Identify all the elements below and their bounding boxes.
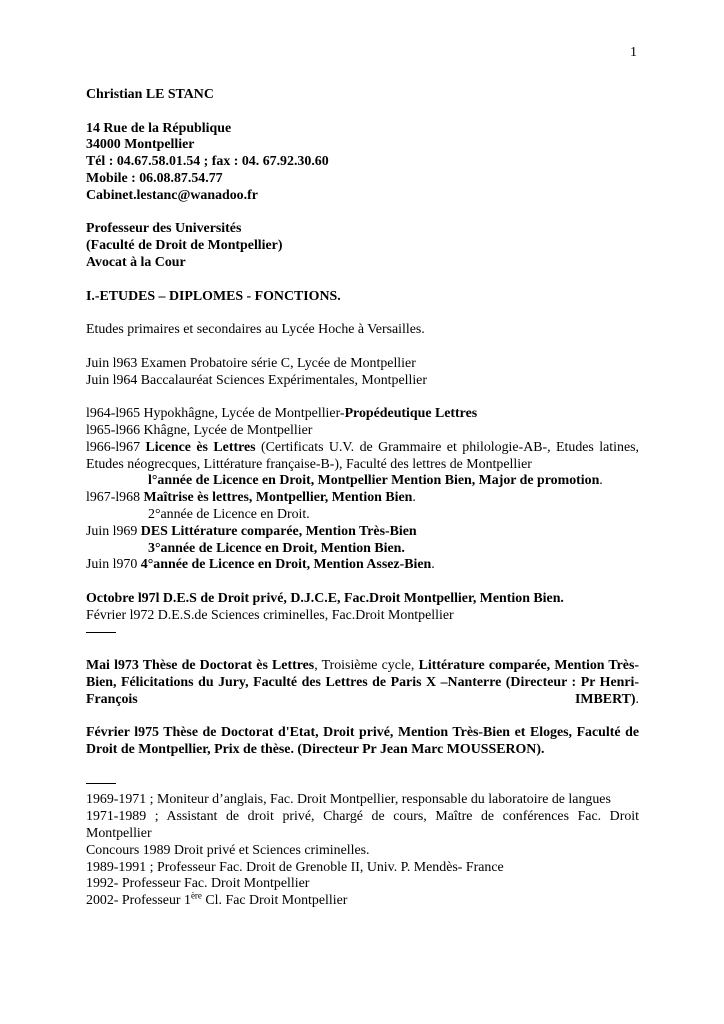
entry-1964: [86, 406, 639, 423]
title-professor: Professeur des Universités: [86, 221, 242, 237]
thesis-1975: [86, 725, 639, 759]
thesis-1973-end: .: [635, 691, 639, 707]
section-heading: I.-ETUDES – DIPLOMES - FONCTIONS.: [86, 288, 341, 304]
entry-1967: [86, 490, 639, 507]
entry-1969-law: 3°année de Licence en Droit, Mention Bien.: [148, 540, 405, 556]
career-2002: [86, 890, 639, 910]
entry-1967-year: l967-l968: [86, 490, 144, 506]
entry-1966-details: (Certificats U.V. de Grammaire et philologie-AB-, Etudes latines, Etudes néogrecques, Littérature française-B-), Faculté des lettres de Montpellier: [86, 439, 639, 472]
career-concours: Concours 1989 Droit privé et Sciences criminelles.: [86, 842, 370, 858]
career-1992: 1992- Professeur Fac. Droit Montpellier: [86, 876, 310, 892]
entry-1969: [86, 524, 639, 541]
phone-fax: Tél : 04.67.58.01.54 ; fax : 04. 67.92.30.60: [86, 154, 329, 170]
thesis-1973-details: Littérature comparée, Mention Très-Bien, Félicitations du Jury, Faculté des Lettres de Paris X –Nanterre (Directeur : Pr Henri-François IMBERT): [86, 658, 640, 707]
career-1969: 1969-1971 ; Moniteur d’anglais, Fac. Droit Montpellier, responsable du laboratoire de langues: [86, 792, 611, 808]
career-2002-sup: ère: [190, 890, 202, 901]
thesis-1975-title: Février l975 Thèse de Doctorat d'Etat, Droit privé: [86, 725, 390, 741]
career-1989: 1989-1991 ; Professeur Fac. Droit de Grenoble II, Univ. P. Mendès- France: [86, 859, 504, 875]
entry-1969-bold: DES Littérature comparée, Mention Très-Bien: [140, 523, 417, 539]
exam-1964: Juin l964 Baccalauréat Sciences Expérimentales, Montpellier: [86, 372, 427, 388]
separator-rule-1: [86, 632, 116, 633]
entry-1966-law: [86, 473, 639, 490]
title-lawyer: Avocat à la Cour: [86, 254, 186, 270]
entry-1970: [86, 557, 639, 574]
entry-1970-end: .: [431, 557, 435, 573]
entry-1966-bold: Licence ès Lettres: [145, 439, 256, 455]
thesis-1973-title: Mai l973 Thèse de Doctorat ès Lettres: [86, 658, 315, 674]
contact-block: [86, 121, 639, 205]
entry-1970-year: Juin l970: [86, 557, 141, 573]
entry-1971: Octobre l97l D.E.S de Droit privé, D.J.C.E, Fac.Droit Montpellier, Mention Bien.: [86, 590, 564, 606]
entry-1967-end: .: [412, 490, 416, 506]
page-number: 1: [630, 45, 637, 60]
entry-1967-bold: Maîtrise ès lettres, Montpellier, Mention Bien: [143, 490, 413, 506]
exam-1963: Juin l963 Examen Probatoire série C, Lycée de Montpellier: [86, 355, 416, 371]
separator-rule-2: [86, 783, 116, 784]
entry-1967-law: 2°année de Licence en Droit.: [148, 506, 310, 522]
thesis-1973-cycle: , Troisième cycle,: [314, 658, 419, 674]
entry-1965: l965-l966 Khâgne, Lycée de Montpellier: [86, 422, 313, 438]
entry-1964-bold: Propédeutique Lettres: [344, 406, 478, 422]
cv-content: [86, 87, 639, 910]
thesis-1975-details: Mention Très-Bien et Eloges, Faculté de Droit de Montpellier, Prix de thèse. (Directeur Pr Jean Marc MOUSSERON).: [86, 725, 639, 758]
title-faculty: (Faculté de Droit de Montpellier): [86, 238, 283, 254]
address-line-1: 14 Rue de la République: [86, 120, 232, 136]
entry-1972: Février l972 D.E.S.de Sciences criminelles, Fac.Droit Montpellier: [86, 607, 454, 623]
entry-1966: [86, 440, 639, 474]
entry-1966-law-bold: l°année de Licence en Droit, Montpellier Mention Bien, Major de promotion: [148, 473, 600, 489]
titles-block: [86, 221, 639, 271]
mobile-phone: Mobile : 06.08.87.54.77: [86, 170, 223, 186]
separator-1: [86, 625, 639, 642]
entry-1964-text: l964-l965 Hypokhâgne, Lycée de Montpellier-: [86, 406, 345, 422]
separator-2: [86, 776, 639, 793]
thesis-1973: [86, 658, 639, 708]
email-address: Cabinet.lestanc@wanadoo.fr: [86, 187, 258, 203]
entry-1966-year: l966-l967: [86, 439, 146, 455]
career-2002-b: Cl. Fac Droit Montpellier: [201, 893, 348, 909]
entry-1970-bold: 4°année de Licence en Droit, Mention Assez-Bien: [140, 557, 432, 573]
career-1971: 1971-1989 ; Assistant de droit privé, Chargé de cours, Maître de conférences Fac. Droit Montpellier: [86, 809, 639, 842]
entry-1966-law-end: .: [599, 473, 603, 489]
address-line-2: 34000 Montpellier: [86, 137, 195, 153]
author-name: Christian LE STANC: [86, 87, 214, 102]
thesis-1975-sep: ,: [389, 725, 398, 741]
studies-intro: Etudes primaires et secondaires au Lycée Hoche à Versailles.: [86, 322, 425, 338]
career-2002-a: 2002- Professeur 1: [86, 893, 191, 909]
entry-1969-year: Juin l969: [86, 523, 141, 539]
